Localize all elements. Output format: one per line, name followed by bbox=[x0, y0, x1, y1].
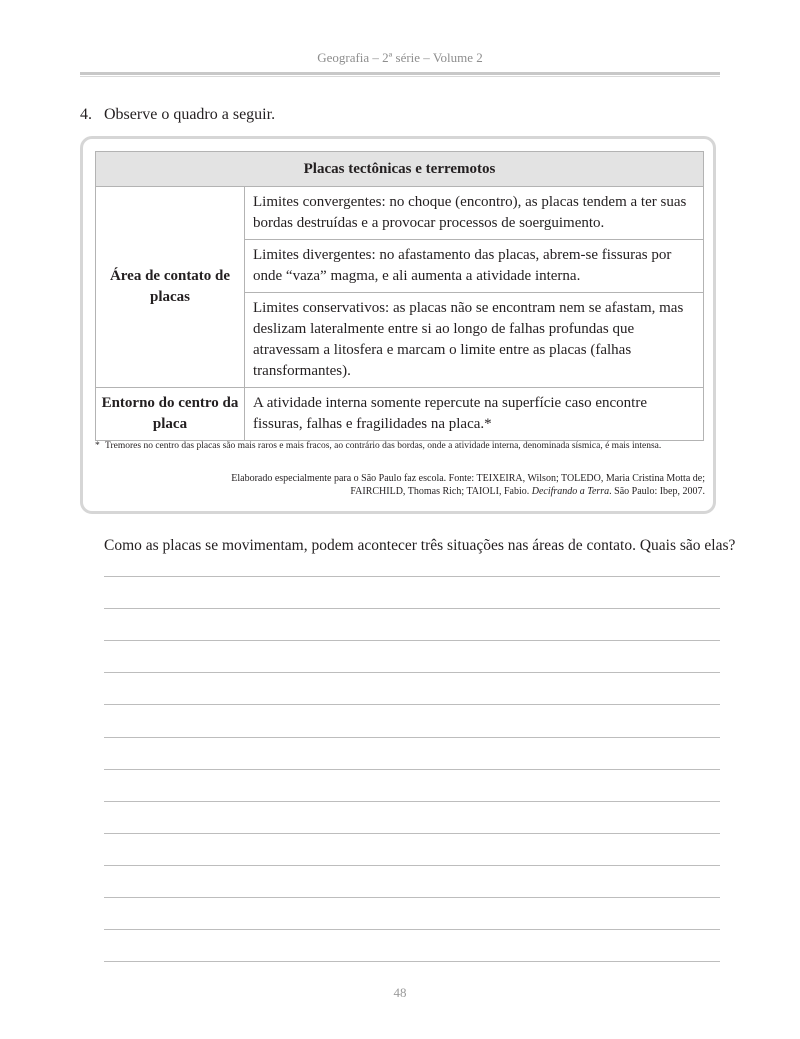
running-header: Geografia – 2ª série – Volume 2 bbox=[317, 50, 483, 65]
tectonic-plates-table bbox=[95, 151, 704, 441]
page-number: 48 bbox=[393, 985, 407, 1000]
answer-line[interactable] bbox=[104, 672, 720, 673]
question-prompt: Como as placas se movimentam, podem acontecer três situações nas áreas de contato. Quais são elas? bbox=[104, 537, 736, 554]
row-head-plate-center: Entorno do centro da placa bbox=[96, 388, 245, 441]
source-book-title: Decifrando a Terra bbox=[531, 486, 610, 497]
question-number: 4. bbox=[80, 106, 92, 123]
answer-line[interactable] bbox=[104, 737, 720, 738]
header-rule-thin bbox=[80, 76, 720, 77]
answer-line[interactable] bbox=[104, 865, 720, 866]
cell-convergent-limits: Limites convergentes: no choque (encontro), as placas tendem a ter suas bordas destruídas e a provocar processos de soerguimento. bbox=[245, 187, 704, 240]
footnote-text: Tremores no centro das placas são mais raros e mais fracos, ao contrário das bordas, onde a atividade interna, denominada sísmica, é mais intensa. bbox=[105, 441, 662, 451]
footnote bbox=[95, 440, 707, 452]
header-rule bbox=[80, 72, 720, 75]
answer-line[interactable] bbox=[104, 640, 720, 641]
footnote-marker: * bbox=[95, 441, 100, 451]
cell-conservative-limits: Limites conservativos: as placas não se encontram nem se afastam, mas deslizam lateralmente entre si ao longo de falhas profundas que atravessam a litosfera e marcam o limite entre as placas (falhas transformantes). bbox=[245, 293, 704, 388]
answer-line[interactable] bbox=[104, 704, 720, 705]
answer-line[interactable] bbox=[104, 576, 720, 577]
source-authors: FAIRCHILD, Thomas Rich; TAIOLI, Fabio. bbox=[350, 486, 532, 497]
question-4 bbox=[80, 106, 275, 124]
answer-line[interactable] bbox=[104, 833, 720, 834]
answer-line[interactable] bbox=[104, 608, 720, 609]
table-title: Placas tectônicas e terremotos bbox=[96, 152, 704, 187]
cell-plate-center: A atividade interna somente repercute na superfície caso encontre fissuras, falhas e fragilidades na placa.* bbox=[245, 388, 704, 441]
answer-line[interactable] bbox=[104, 801, 720, 802]
source-citation bbox=[160, 472, 705, 498]
row-head-contact-area: Área de contato de placas bbox=[96, 187, 245, 388]
cell-divergent-limits: Limites divergentes: no afastamento das placas, abrem-se fissuras por onde “vaza” magma, e ali aumenta a atividade interna. bbox=[245, 240, 704, 293]
source-line-1: Elaborado especialmente para o São Paulo faz escola. Fonte: TEIXEIRA, Wilson; TOLEDO, Maria Cristina Motta de; bbox=[231, 473, 705, 484]
answer-line[interactable] bbox=[104, 897, 720, 898]
question-text: Observe o quadro a seguir. bbox=[104, 106, 276, 123]
answer-line[interactable] bbox=[104, 769, 720, 770]
source-publisher: . São Paulo: Ibep, 2007. bbox=[609, 486, 705, 497]
answer-line[interactable] bbox=[104, 929, 720, 930]
source-line-2 bbox=[160, 485, 705, 498]
answer-line[interactable] bbox=[104, 961, 720, 962]
